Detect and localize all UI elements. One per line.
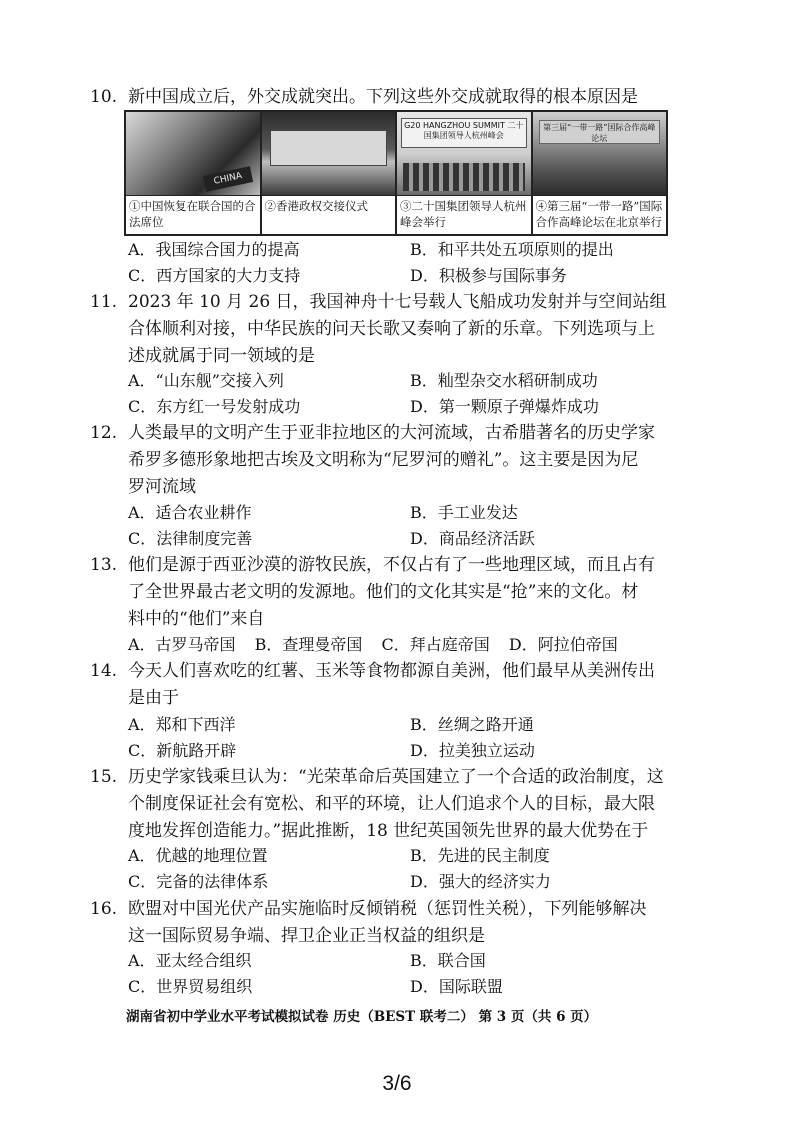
image-panel-4 [533, 112, 667, 234]
question-text-line: 个制度保证社会有宽松、和平的环境，让人们追求个人的目标，最大限 [128, 794, 655, 814]
question-number: 14. [90, 661, 118, 681]
option-c[interactable]: C．西方国家的大力支持 [128, 266, 301, 285]
option-b[interactable]: B．籼型杂交水稻研制成功 [410, 371, 598, 390]
photo-label: G20 HANGZHOU SUMMIT 二十国集团领导人杭州峰会 [401, 118, 527, 148]
option-c[interactable]: C．世界贸易组织 [128, 977, 253, 996]
page-indicator: 3/6 [382, 1072, 412, 1095]
option-a[interactable]: A．古罗马帝国 [128, 635, 236, 654]
option-d[interactable]: D．积极参与国际事务 [410, 266, 567, 285]
option-b[interactable]: B．先进的民主制度 [410, 846, 550, 865]
options-row [128, 843, 688, 869]
options-row [128, 712, 688, 738]
question-number: 11. [90, 292, 118, 312]
option-c[interactable]: C．完备的法律体系 [128, 872, 269, 891]
option-d[interactable]: D．强大的经济实力 [410, 872, 551, 891]
question-text-line: 是由于 [128, 688, 179, 708]
question-12 [90, 420, 690, 501]
question-16 [90, 896, 690, 950]
option-b[interactable]: B．手工业发达 [410, 503, 518, 522]
option-d[interactable]: D．第一颗原子弹爆炸成功 [410, 397, 599, 416]
question-text-line: 述成就属于同一领域的是 [128, 346, 315, 366]
options-row [128, 869, 688, 895]
options-row [128, 526, 688, 552]
option-d[interactable]: D．国际联盟 [410, 977, 503, 996]
photo-hongkong-handover [262, 112, 396, 196]
question-text-line: 2023 年 10 月 26 日，我国神舟十七号载人飞船成功发射并与空间站组 [128, 292, 667, 312]
question-14 [90, 658, 690, 712]
options-row [128, 263, 688, 289]
option-c[interactable]: C．法律制度完善 [128, 529, 253, 548]
question-text-line: 这一国际贸易争端、捍卫企业正当权益的组织是 [128, 926, 485, 946]
option-a[interactable]: A．亚太经合组织 [128, 951, 252, 970]
question-11 [90, 289, 690, 370]
option-c[interactable]: C．东方红一号发射成功 [128, 397, 301, 416]
question-text-line: 了全世界最古老文明的发源地。他们的文化其实是“抢”来的文化。材 [128, 582, 639, 602]
option-b[interactable]: B．和平共处五项原则的提出 [410, 240, 614, 259]
option-d[interactable]: D．商品经济活跃 [410, 529, 535, 548]
photo-belt-road-forum [533, 112, 667, 196]
option-a[interactable]: A．“山东舰”交接入列 [128, 371, 284, 390]
question-number: 13. [90, 555, 118, 575]
question-text-line: 料中的“他们”来自 [128, 609, 265, 629]
question-text-line: 历史学家钱乘旦认为：“光荣革命后英国建立了一个合适的政治制度，这 [128, 767, 664, 787]
image-caption: ②香港政权交接仪式 [264, 199, 368, 214]
question-text-line: 罗河流域 [128, 477, 196, 497]
options-row [128, 948, 688, 974]
question-15 [90, 764, 690, 845]
option-b[interactable]: B．丝绸之路开通 [410, 715, 534, 734]
image-caption: ①中国恢复在联合国的合法席位 [129, 199, 256, 230]
options-row [128, 500, 688, 526]
question-text-line: 人类最早的文明产生于亚非拉地区的大河流域，古希腊著名的历史学家 [128, 423, 655, 443]
photo-g20-summit [397, 112, 531, 196]
question-text-line: 新中国成立后，外交成就突出。下列这些外交成就取得的根本原因是 [128, 87, 638, 107]
options-row [128, 632, 688, 655]
photo-label: CHINA [202, 166, 252, 192]
question-text-line: 合体顺利对接，中华民族的问天长歌又奏响了新的乐章。下列选项与上 [128, 319, 655, 339]
question-number: 12. [90, 423, 118, 443]
image-strip [124, 110, 668, 236]
question-text-line: 希罗多德形象地把古埃及文明称为“尼罗河的赠礼”。这主要是因为尼 [128, 450, 639, 470]
page-footer: 湖南省初中学业水平考试模拟试卷 历史（BEST 联考二） 第 3 页（共 6 页） [126, 1009, 598, 1025]
image-caption: ④第三届“一带一路”国际合作高峰论坛在北京举行 [535, 199, 663, 230]
option-b[interactable]: B．查理曼帝国 [254, 635, 363, 654]
question-text-line: 他们是源于西亚沙漠的游牧民族，不仅占有了一些地理区域，而且占有 [128, 555, 655, 575]
question-10 [90, 84, 690, 111]
question-number: 15. [90, 767, 118, 787]
photo-label: 第三届“一带一路”国际合作高峰论坛 [539, 120, 661, 144]
options-row [128, 974, 688, 1000]
options-row [128, 394, 688, 420]
option-c[interactable]: C．拜占庭帝国 [381, 635, 490, 654]
question-13 [90, 552, 690, 633]
option-b[interactable]: B．联合国 [410, 951, 486, 970]
option-a[interactable]: A．我国综合国力的提高 [128, 240, 300, 259]
option-a[interactable]: A．优越的地理位置 [128, 846, 268, 865]
question-text-line: 今天人们喜欢吃的红薯、玉米等食物都源自美洲，他们最早从美洲传出 [128, 661, 655, 681]
option-a[interactable]: A．适合农业耕作 [128, 503, 252, 522]
options-row [128, 738, 688, 764]
question-number: 10. [90, 87, 118, 107]
image-panel-2 [262, 112, 398, 234]
image-panel-3 [397, 112, 533, 234]
option-d[interactable]: D．阿拉伯帝国 [508, 635, 618, 654]
options-row [128, 237, 688, 263]
option-a[interactable]: A．郑和下西洋 [128, 715, 236, 734]
question-text-line: 欧盟对中国光伏产品实施临时反倾销税（惩罚性关税），下列能够解决 [128, 899, 647, 919]
photo-un-seat [126, 112, 260, 196]
question-number: 16. [90, 899, 118, 919]
option-c[interactable]: C．新航路开辟 [128, 741, 237, 760]
image-caption: ③二十国集团领导人杭州峰会举行 [400, 199, 527, 230]
options-row [128, 368, 688, 394]
option-d[interactable]: D．拉美独立运动 [410, 741, 535, 760]
question-text-line: 度地发挥创造能力。”据此推断，18 世纪英国领先世界的最大优势在于 [128, 821, 649, 841]
image-panel-1 [126, 112, 262, 234]
